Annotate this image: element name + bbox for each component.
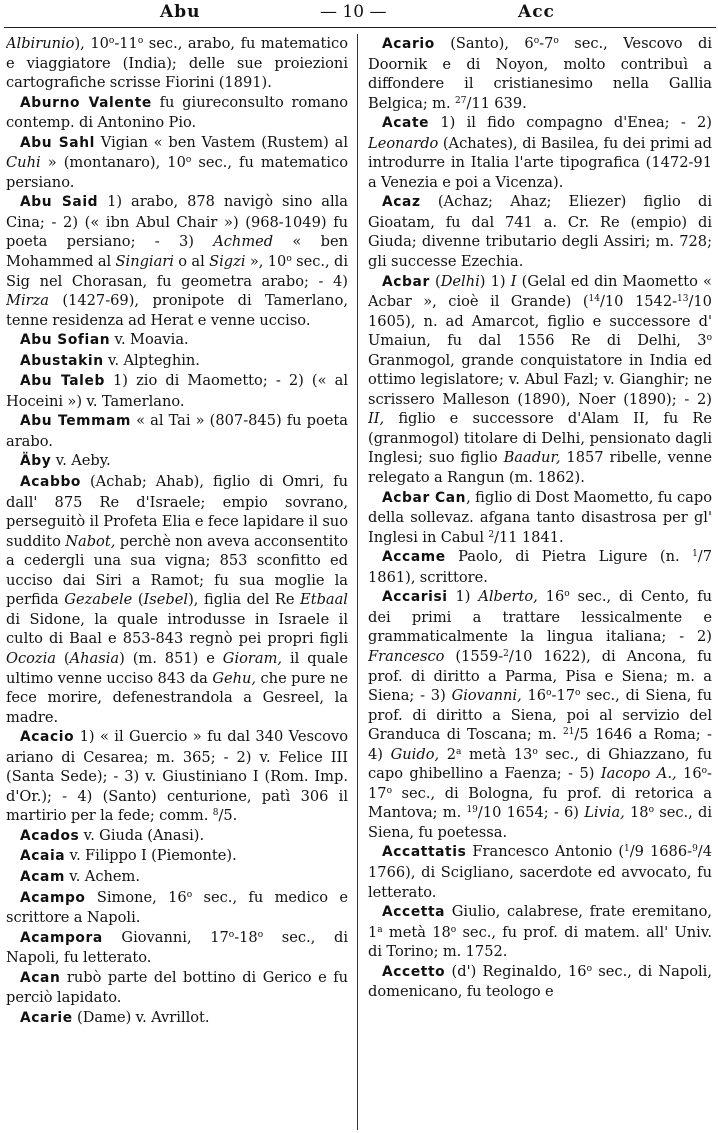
entry-italic-text: Giovanni, — [451, 687, 522, 705]
entry-text: figlio e successore d'Alam II, fu Re (granmogol) titolare di Delhi, pensionato dagli Inglesi; suo figlio — [368, 410, 712, 467]
entry-italic-text: Alberto, — [478, 588, 538, 606]
entry-text: sec., di Cento, fu dei primi a trattare lessicalmente e grammaticalmente la lingua italiana; - 2) — [368, 588, 712, 646]
entry-headword: Acam — [20, 868, 65, 885]
entry-text: (d') Reginaldo, 16 — [445, 962, 587, 980]
entry-text: Francesco Antonio ( — [466, 843, 625, 861]
entry-text: sec., di Ghiazzano, fu capo ghibellino a Faenza; - 5) — [368, 745, 712, 783]
entry-headword: Abu Sofian — [20, 332, 111, 349]
entry-text: sec., Vescovo di Doornik e di Noyon, molto contribuì a diffondere il cristianesimo nella Gallia Belgica; m. — [368, 35, 712, 112]
entry-text: fu giureconsulto romano contemp. di Antonino Pio. — [6, 93, 348, 132]
entry-superscript: o — [108, 36, 115, 46]
entry-superscript: o — [533, 36, 540, 46]
entry-italic-text: Ocozia — [6, 649, 56, 667]
entry-superscript: o — [186, 889, 193, 900]
entry-headword: Acampo — [20, 889, 86, 906]
entry-text: « al Tai » (807-845) fu poeta arabo. — [6, 412, 348, 450]
entry-italic-text: Iacopo A., — [600, 765, 677, 783]
dictionary-entry — [6, 867, 348, 888]
entry-superscript: o — [185, 155, 192, 166]
entry-headword: Acaia — [20, 848, 66, 865]
entry-text: (Achaz; Ahaz; Eliezer) figlio di Gioatam, fu dal 741 a. Cr. Re (empio) di Giuda; divenne tributario degli Assiri; m. 728; gli successe Ezechia. — [368, 193, 712, 271]
entry-superscript: o — [701, 766, 708, 777]
header-right-guide-word: Acc — [518, 2, 555, 22]
entry-headword: Abustakin — [20, 352, 104, 369]
right-column — [368, 34, 712, 1130]
entry-text: ), 10 — [74, 35, 109, 52]
entry-text: v. Aeby. — [51, 452, 111, 470]
entry-italic-text: Achmed — [213, 233, 274, 251]
entry-text: ), figlia del Re — [188, 591, 301, 609]
entry-superscript: o — [137, 36, 144, 46]
dictionary-entry — [6, 846, 348, 867]
entry-italic-text: Livia, — [584, 804, 625, 822]
dictionary-entry — [6, 411, 348, 451]
entry-italic-text: Gehu, — [212, 669, 257, 687]
entry-text: -17 — [368, 765, 712, 802]
entry-superscript: o — [286, 254, 292, 265]
dictionary-entry — [6, 928, 348, 968]
entry-text: sec., fu prof. di matem. all' Univ. di Torino; m. 1752. — [368, 923, 712, 961]
entry-text: di Sidone, la quale introdusse in Israele il culto di Baal e 853-843 regnò pei propri figli — [6, 610, 348, 648]
entry-italic-text: Mirza — [6, 292, 49, 310]
entry-text: /10 1622), di Ancona, fu prof. di diritto a Parma, Pisa e Siena; m. a Siena; - 3) — [368, 647, 712, 705]
entry-text: ) (m. 851) e — [119, 649, 223, 667]
entry-superscript: o — [706, 333, 712, 344]
dictionary-entry — [368, 547, 712, 587]
entry-text: v. Giuda (Anasi). — [79, 826, 205, 844]
dictionary-entry — [368, 902, 712, 962]
entry-text: il quale ultimo venne ucciso 843 da — [6, 649, 348, 687]
entry-text: sec., di Bologna, fu prof. di retorica a Mantova; m. — [368, 784, 712, 822]
entry-text: sec., di Napoli, fu letterato. — [6, 928, 348, 967]
entry-text: sec., di Siena, fu prof. di diritto a Siena, poi al servizio del Granduca di Toscana; m. — [368, 687, 712, 744]
page-number: — 10 — — [320, 2, 387, 22]
entry-text: 16 — [537, 588, 565, 606]
entry-text: Vigian « ben Vastem (Rustem) al — [94, 133, 348, 151]
dictionary-entry — [6, 330, 348, 351]
entry-superscript: o — [532, 746, 538, 757]
entry-italic-text: Singiari — [115, 253, 174, 271]
entry-superscript: 2 — [488, 529, 495, 540]
entry-text: -18 — [234, 928, 258, 946]
dictionary-entry — [368, 34, 712, 113]
entry-italic-text: Francesco — [368, 647, 445, 665]
entry-text: 1) « il Guercio » fu dal 340 Vescovo ariano di Cesarea; m. 365; - 2) v. Felice III (Santa Sede); - 3) v. Giustiniano I (Rom. Imp. d'Or.); - 4) (Santo) centurione, patì 306 il martirio per la fede; comm. — [6, 728, 348, 825]
entry-italic-text: Ahasia — [69, 649, 120, 667]
entry-headword: Abu Said — [20, 194, 99, 211]
entry-text: ( — [429, 272, 441, 290]
entry-text: sec., fu medico e scrittore a Napoli. — [6, 888, 348, 927]
dictionary-entry — [6, 472, 348, 727]
dictionary-entry — [6, 1008, 348, 1029]
dictionary-entry — [6, 727, 348, 826]
entry-text: « ben Mohammed al — [6, 233, 348, 271]
entry-text: /10 1605), n. ad Amarcot, figlio e successore d' Umaiun, fu dal 1556 Re di Delhi, 3 — [368, 293, 712, 350]
entry-superscript: 9 — [692, 844, 698, 855]
entry-headword: Accame — [382, 549, 446, 566]
entry-italic-text: Guido, — [390, 745, 440, 763]
entry-italic-text: I — [510, 272, 517, 290]
entry-text: (Achab; Ahab), figlio di Omri, fu dall' 875 Re d'Israele; empio sovrano, perseguitò il Profeta Elia e fece lapidare il suo suddito — [6, 473, 348, 550]
dictionary-entry — [368, 272, 712, 488]
entry-text: ( — [55, 649, 70, 667]
entry-italic-text: Gezabele — [64, 591, 133, 609]
entry-superscript: 27 — [454, 95, 467, 106]
entry-headword: Acbar Can — [382, 489, 467, 506]
entry-text: /7 1861), scrittore. — [368, 548, 712, 586]
entry-superscript: 14 — [588, 294, 600, 305]
entry-superscript: 1 — [692, 549, 698, 560]
entry-text: /9 1686- — [629, 843, 693, 861]
entry-text: /11 1841. — [494, 528, 564, 546]
entry-text: /4 1766), di Scigliano, sacerdote ed avvocato, fu letterato. — [368, 843, 712, 901]
entry-text: che pure ne fece morire, defenestrandola a Gesreel, la madre. — [6, 669, 348, 726]
entry-italic-text: Albirunio — [6, 35, 75, 52]
entry-text: (1427-69), pronipote di Tamerlano, tenne residenza ad Herat e venne ucciso. — [6, 292, 348, 329]
dictionary-entry — [6, 192, 348, 330]
entry-italic-text: Sigzi — [209, 253, 246, 271]
entry-headword: Aburno Valente — [20, 94, 152, 111]
dictionary-entry — [6, 968, 348, 1008]
entry-italic-text: Delhi — [440, 272, 480, 290]
entry-text: Simone, 16 — [85, 888, 187, 906]
entry-text: , figlio di Dost Maometto, fu capo della sollevaz. afgana tanto disastrosa per gl' Inglesi in Cabul — [368, 488, 712, 546]
header-left-guide-word: Abu — [160, 2, 201, 22]
entry-text: 1) il fido compagno d'Enea; - 2) — [429, 114, 712, 132]
left-column — [6, 34, 348, 1130]
entry-text: v. Filippo I (Piemonte). — [65, 847, 237, 865]
entry-headword: Abu Sahl — [20, 134, 95, 151]
entry-text: (1559- — [444, 647, 504, 665]
entry-text: v. Moavia. — [110, 331, 189, 349]
entry-text: Paolo, di Pietra Ligure (n. — [445, 548, 693, 566]
entry-text: ( — [132, 591, 144, 609]
entry-headword: Acacio — [20, 729, 75, 746]
header-rule — [4, 27, 716, 28]
entry-headword: Accattatis — [382, 844, 467, 861]
entry-headword: Äby — [20, 453, 52, 470]
entry-italic-text: II, — [368, 410, 385, 428]
entry-text: Giulio, calabrese, frate eremitano, 1 — [368, 903, 712, 941]
entry-italic-text: Baadur, — [503, 449, 561, 467]
entry-italic-text: Etbaal — [300, 591, 348, 609]
entry-text: 1) zio di Maometto; - 2) (« al Hoceini ») v. Tamerlano. — [6, 372, 348, 410]
entry-superscript: 8 — [212, 808, 219, 819]
entry-text: perchè non aveva acconsentito a cedergli una sua vigna; 853 sconfitto ed ucciso dai Siri a Ramot; fu sua moglie la perfida — [6, 532, 348, 609]
entry-superscript: o — [228, 929, 235, 940]
entry-text: (Achates), di Basilea, fu dei primi ad introdurre in Italia l'arte tipografica (1472-91 a Venezia e poi a Vicenza). — [368, 134, 712, 191]
entry-italic-text: Nabot, — [65, 532, 116, 550]
entry-text: -17 — [551, 687, 576, 705]
dictionary-entry — [368, 192, 712, 271]
entry-superscript: 1 — [624, 844, 630, 855]
entry-text: 1) arabo, 878 navigò sino alla Cina; - 2) (« ibn Abul Chair ») (968-1049) fu poeta persiano; - 3) — [6, 193, 348, 251]
dictionary-entry — [368, 113, 712, 192]
entry-italic-text: Leonardo — [368, 134, 439, 152]
entry-text: ) 1) — [479, 272, 511, 290]
dictionary-entry — [6, 351, 348, 372]
entry-superscript: o — [553, 36, 559, 46]
entry-superscript: o — [386, 785, 392, 796]
entry-headword: Accarisi — [382, 589, 448, 606]
entry-text: 18 — [624, 804, 649, 822]
entry-text: /10 1654; - 6) — [477, 804, 585, 822]
dictionary-entry — [368, 842, 712, 902]
entry-text: -7 — [539, 35, 554, 52]
entry-text: Granmogol, grande conquistatore in India ed ottimo legislatore; v. Abul Fazl; v. Gianghir; ne scrissero Malleson (1890), Noer (1890); - 2) — [368, 351, 712, 408]
entry-headword: Acados — [20, 827, 80, 844]
entry-text: 16 — [521, 687, 547, 705]
dictionary-entry — [6, 34, 348, 93]
entry-superscript: o — [586, 963, 592, 974]
dictionary-entry — [6, 826, 348, 847]
entry-headword: Acarie — [20, 1009, 73, 1026]
entry-text: /5 1646 a Roma; - 4) — [368, 726, 712, 763]
entry-superscript: o — [648, 805, 655, 816]
entry-text: (Gelal ed din Maometto « Acbar », cioè il Grande) ( — [368, 272, 712, 311]
dictionary-entry — [6, 451, 348, 472]
dictionary-entry — [6, 888, 348, 928]
entry-superscript: o — [575, 688, 581, 699]
entry-superscript: o — [257, 929, 264, 940]
entry-superscript: o — [564, 589, 570, 600]
entry-italic-text: Cuhi — [6, 154, 41, 172]
entry-text: sec., di Siena, fu poetessa. — [368, 804, 712, 841]
entry-text: (Dame) v. Avrillot. — [72, 1008, 210, 1026]
entry-text: 1) — [447, 588, 479, 606]
dictionary-entry — [368, 962, 712, 1002]
page-header — [0, 0, 718, 30]
entry-italic-text: Gioram, — [222, 649, 283, 667]
entry-text: 1857 ribelle, venne relegato a Rangun (m. 1862). — [368, 449, 712, 487]
entry-text: /11 639. — [466, 94, 527, 112]
entry-headword: Accetta — [382, 904, 446, 921]
entry-superscript: 13 — [677, 294, 689, 305]
entry-superscript: a — [456, 746, 462, 757]
entry-text: -11 — [114, 35, 138, 52]
entry-text: sec., di Napoli, domenicano, fu teologo e — [368, 962, 712, 1001]
entry-text: (Santo), 6 — [434, 35, 534, 52]
entry-text: v. Achem. — [64, 867, 141, 885]
entry-text: sec., fu matematico persiano. — [6, 154, 348, 191]
entry-headword: Acbar — [382, 273, 430, 290]
entry-headword: Acampora — [20, 929, 103, 946]
entry-headword: Acaz — [382, 194, 421, 211]
entry-text: » (montanaro), 10 — [40, 154, 186, 172]
entry-headword: Acario — [382, 36, 435, 52]
entry-superscript: 21 — [562, 727, 575, 738]
entry-headword: Acate — [382, 115, 430, 132]
entry-text: sec., di Sig nel Chorasan, fu geometra arabo; - 4) — [6, 253, 348, 290]
entry-superscript: 19 — [466, 805, 478, 816]
entry-text: metà 18 — [382, 923, 451, 941]
entry-headword: Abu Temmam — [20, 413, 132, 430]
entry-text: o al — [173, 253, 210, 271]
entry-superscript: 2 — [503, 648, 509, 659]
dictionary-entry — [6, 93, 348, 133]
column-divider — [357, 34, 358, 1130]
entry-text: Giovanni, 17 — [102, 928, 229, 946]
entry-text: sec., arabo, fu matematico e viaggiatore (India); delle sue proiezioni cartografiche scrisse Fiorini (1891). — [6, 35, 348, 92]
dictionary-entry — [368, 488, 712, 548]
dictionary-entry — [6, 371, 348, 411]
entry-headword: Acabbo — [20, 474, 81, 491]
entry-italic-text: Isebel — [143, 591, 189, 609]
entry-text: rubò parte del bottino di Gerico e fu perciò lapidato. — [6, 968, 348, 1007]
dictionary-entry — [6, 133, 348, 193]
entry-superscript: o — [546, 688, 552, 699]
entry-text: v. Alpteghin. — [103, 351, 200, 369]
entry-text: », 10 — [245, 253, 287, 271]
entry-superscript: o — [450, 924, 457, 935]
entry-headword: Acan — [20, 969, 61, 986]
entry-text: /10 1542- — [599, 293, 678, 311]
entry-headword: Abu Taleb — [20, 373, 105, 390]
entry-text: 2 — [439, 745, 457, 763]
entry-text: 16 — [676, 765, 702, 783]
entry-text: /5. — [218, 807, 238, 825]
entry-superscript: a — [377, 924, 383, 935]
entry-text: metà 13 — [461, 745, 533, 763]
dictionary-entry — [368, 587, 712, 842]
entry-headword: Accetto — [382, 963, 446, 980]
